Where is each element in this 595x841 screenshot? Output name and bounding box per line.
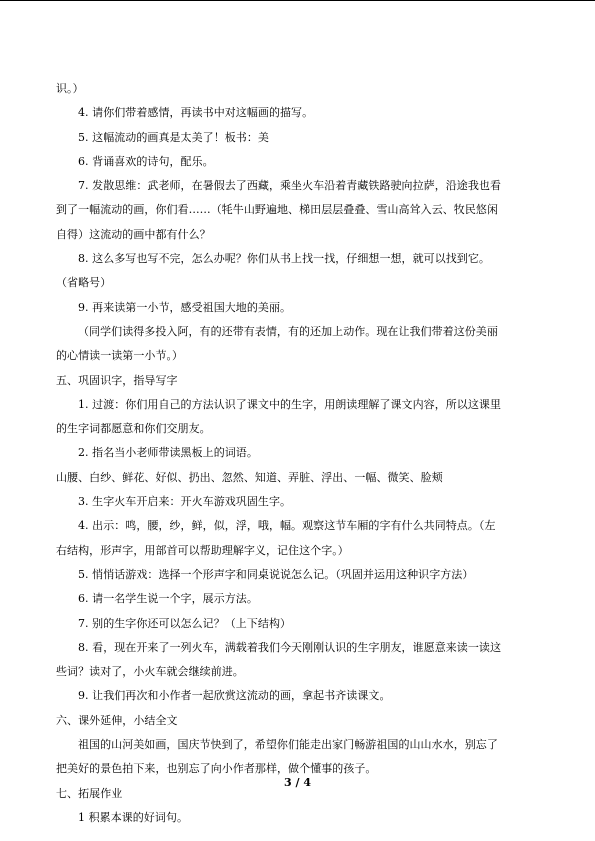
- text-line: 1 积累本课的好词句。: [78, 810, 189, 824]
- text-line: 2. 指名当小老师带读黑板上的词语。: [78, 446, 258, 460]
- text-line: （同学们读得多投入阿，有的还带有表情，有的还加上动作。现在让我们带着这份美丽: [78, 324, 498, 338]
- text-line: 祖国的山河美如画，国庆节快到了，希望你们能走出家门畅游祖国的山山水水，别忘了: [78, 738, 498, 752]
- text-line: 1. 过渡：你们用自己的方法认识了课文中的生字，用朗读理解了课文内容，所以这课里: [78, 397, 501, 411]
- text-line: （省略号）: [56, 276, 112, 290]
- page-number: 3 / 4: [284, 776, 311, 789]
- text-line: 的心情读一读第一小节。）: [56, 349, 184, 363]
- text-line: 五、巩固识字，指导写字: [56, 373, 178, 387]
- text-line: 到了一幅流动的画，你们看……（牦牛山野遍地、梯田层层叠叠、雪山高耸入云、牧民悠闲: [56, 203, 498, 217]
- text-line: 8. 看，现在开来了一列火车，满载着我们今天刚刚认识的生字朋友，谁愿意来读一读这: [78, 640, 501, 654]
- text-line: 6. 背诵喜欢的诗句，配乐。: [78, 154, 214, 168]
- text-line: 9. 再来读第一小节，感受祖国大地的美丽。: [78, 300, 292, 314]
- text-line: 6. 请一名学生说一个字，展示方法。: [78, 592, 258, 606]
- text-line: 山腰、白纱、鲜花、好似、扔出、忽然、知道、弄脏、浮出、一幅、微笑、脸颊: [56, 470, 443, 484]
- text-line: 9. 让我们再次和小作者一起欣赏这流动的画，拿起书齐读课文。: [78, 689, 391, 703]
- text-line: 5. 悄悄话游戏：选择一个形声字和同桌说说怎么记。（巩固并运用这种识字方法）: [78, 567, 474, 581]
- document-body: [56, 77, 539, 830]
- header-rule: [0, 0, 595, 1]
- text-line: 4. 出示：鸣，腰，纱，鲜，似，浮，哦，幅。观察这节车厢的字有什么共同特点。（左: [78, 519, 496, 533]
- text-line: 3. 生字火车开启来：开火车游戏巩固生字。: [78, 495, 292, 509]
- text-line: 右结构，形声字，用部首可以帮助理解字义，记住这个字。）: [56, 543, 349, 557]
- text-line: 把美好的景色拍下来，也别忘了向小作者那样，做个懂事的孩子。: [56, 762, 377, 776]
- text-line: 8. 这么多写也写不完，怎么办呢？你们从书上找一找，仔细想一想，就可以找到它。: [78, 252, 490, 266]
- text-line: 七、拓展作业: [56, 786, 123, 800]
- text-line: 5. 这幅流动的画真是太美了！板书：美: [78, 130, 269, 144]
- text-line: 自得）这流动的画中都有什么？: [56, 227, 211, 241]
- text-line: 六、课外延伸，小结全文: [56, 713, 178, 727]
- text-line: 4. 请你们带着感情，再读书中对这幅画的描写。: [78, 106, 314, 120]
- text-line: 识。）: [56, 82, 84, 95]
- text-line: 7. 别的生字你还可以怎么记？（上下结构）: [78, 616, 292, 630]
- text-line: 些词？读对了，小火车就会继续前进。: [56, 665, 244, 679]
- text-line: 的生字词都愿意和你们交朋友。: [56, 422, 211, 436]
- text-line: 7. 发散思维：武老师，在暑假去了西藏，乘坐火车沿着青藏铁路驶向拉萨，沿途我也看: [78, 179, 501, 193]
